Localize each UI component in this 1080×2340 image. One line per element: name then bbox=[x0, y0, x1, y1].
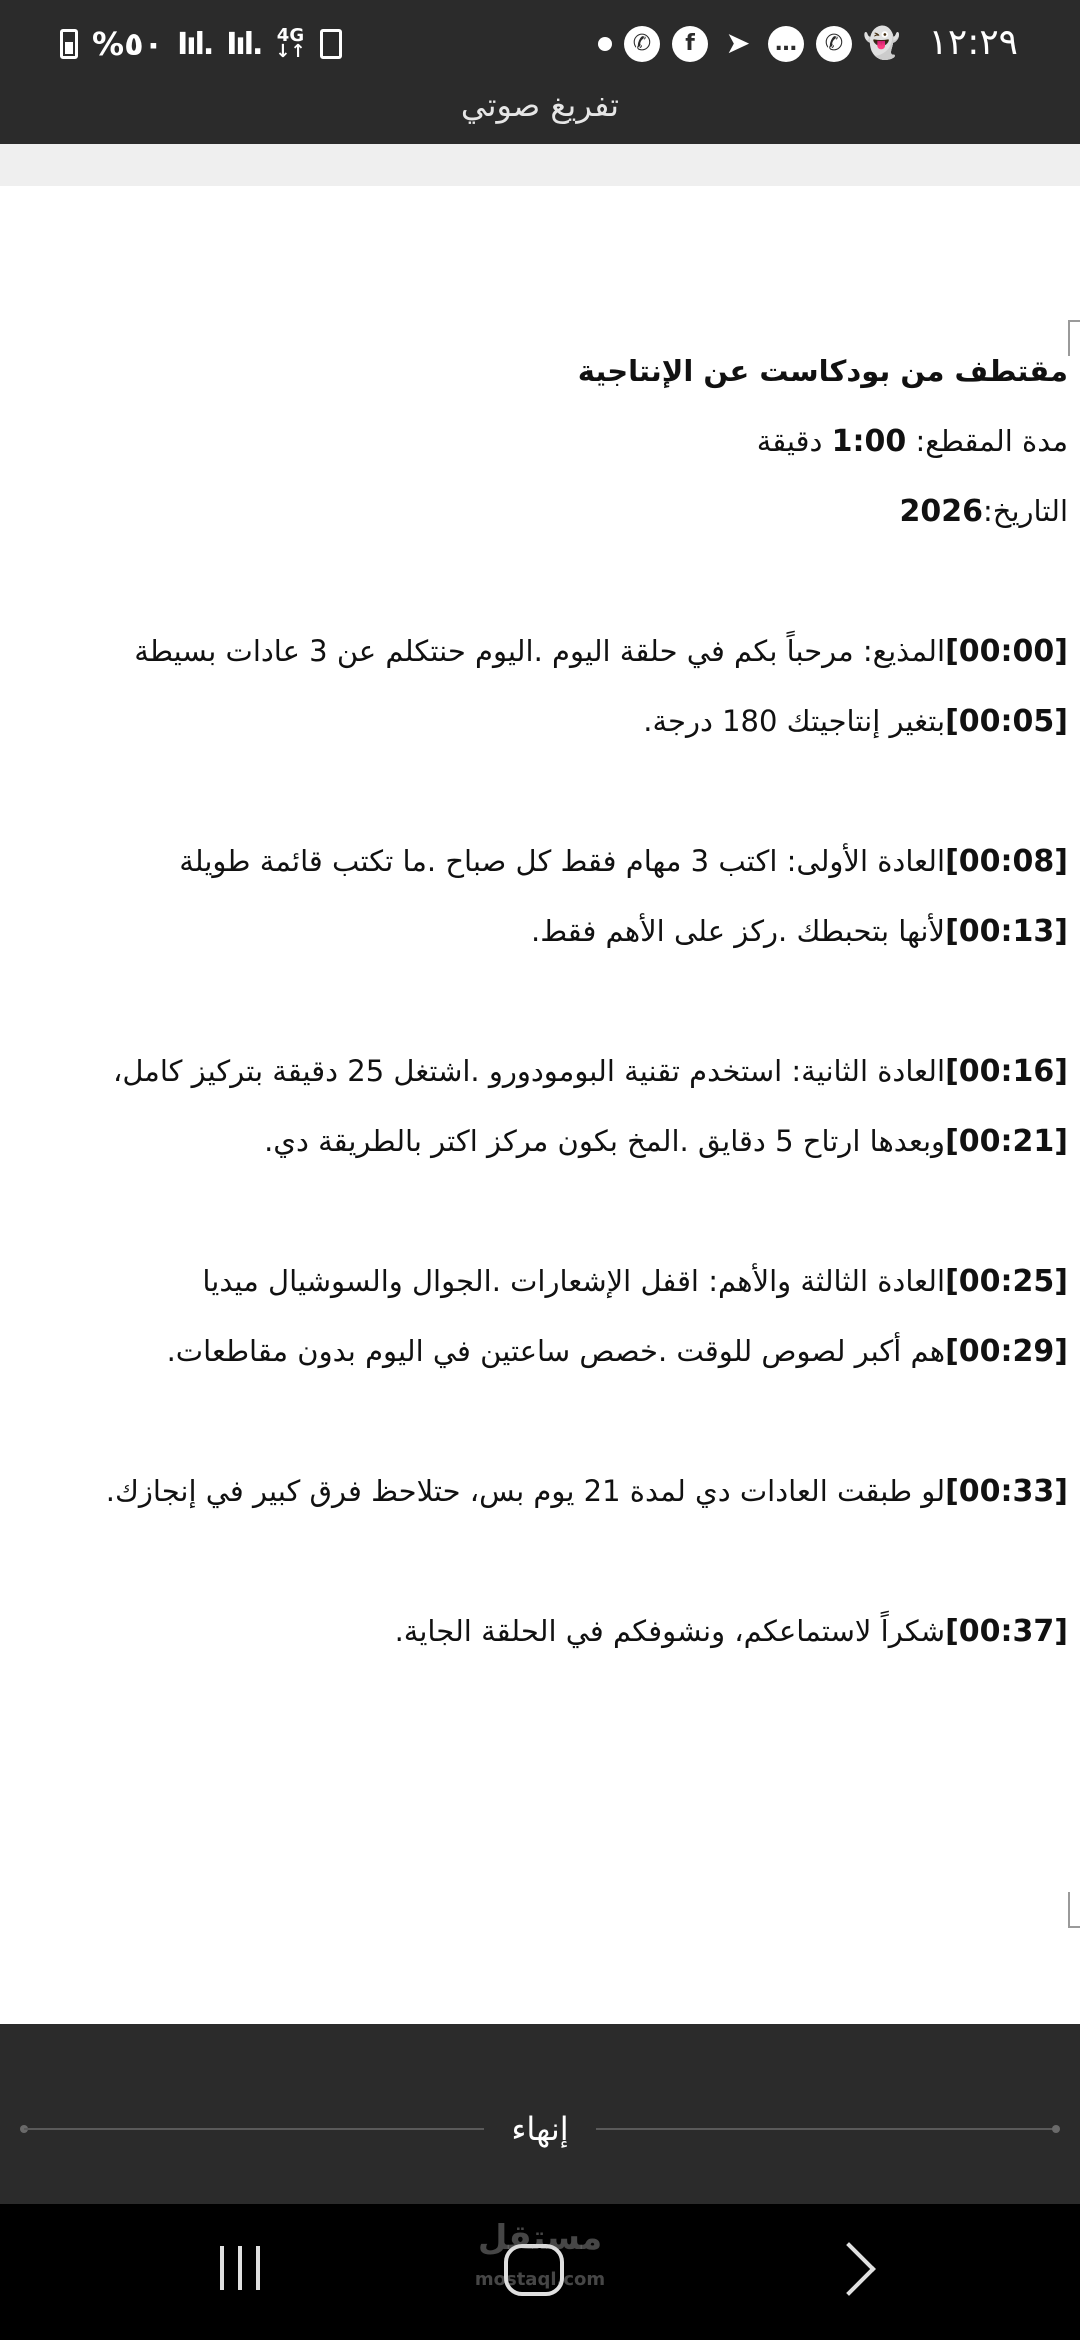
transcript-text: العادة الثانية: استخدم تقنية البومودورو .اشتغل 25 دقيقة بتركيز كامل، bbox=[112, 1054, 946, 1088]
signal-bars-icon-2: Iıl. bbox=[226, 26, 262, 62]
page-margin-mark-top bbox=[1068, 320, 1080, 356]
back-button[interactable] bbox=[790, 2232, 910, 2312]
finish-button[interactable]: إنهاء bbox=[490, 2104, 590, 2154]
battery-percent: %٥٠ bbox=[92, 25, 164, 63]
transcript-line bbox=[202, 1264, 1068, 1299]
recent-apps-button[interactable] bbox=[180, 2232, 300, 2312]
snapchat-icon: 👻 bbox=[863, 26, 901, 61]
transcript-text: شكراً لاستماعكم، ونشوفكم في الحلقة الجاية. bbox=[394, 1614, 946, 1648]
document-heading: مقتطف من بودكاست عن الإنتاجية bbox=[577, 354, 1068, 388]
transcript-text: العادة الثالثة والأهم: اقفل الإشعارات .الجوال والسوشيال ميديا bbox=[202, 1264, 946, 1298]
network-type: 4G ↓↑ bbox=[275, 25, 306, 62]
date-value: 2026 bbox=[899, 494, 983, 529]
watermark-site: mostaql.com bbox=[474, 2269, 606, 2290]
more-notifications-dot bbox=[598, 37, 612, 51]
whatsapp-icon: ✆ bbox=[816, 26, 852, 62]
watermark-logo bbox=[470, 2220, 610, 2298]
divider-right bbox=[596, 2128, 1056, 2130]
notification-icons bbox=[598, 20, 900, 68]
transcript-line bbox=[113, 1054, 1068, 1089]
duration-value: 1:00 bbox=[831, 424, 907, 459]
status-bar bbox=[0, 0, 1080, 88]
status-time: ١٢:٢٩ bbox=[928, 22, 1018, 63]
transcript-line bbox=[167, 1334, 1068, 1369]
transcript-line bbox=[134, 634, 1068, 669]
document-page[interactable] bbox=[0, 186, 1080, 2024]
rule-endpoint-right bbox=[1052, 2125, 1060, 2133]
transcript-line bbox=[643, 704, 1068, 739]
facebook-icon: f bbox=[672, 26, 708, 62]
transcript-text: المذيع: مرحباً بكم في حلقة اليوم .اليوم حنتكلم عن 3 عادات بسيطة bbox=[134, 634, 946, 668]
timestamp: [00:05] bbox=[945, 704, 1068, 739]
timestamp: [00:33] bbox=[945, 1474, 1068, 1509]
data-saver-icon bbox=[320, 29, 342, 59]
transcript-line bbox=[531, 914, 1068, 949]
duration-label: مدة المقطع: bbox=[915, 424, 1068, 458]
whatsapp-icon: ✆ bbox=[624, 26, 660, 62]
duration-line bbox=[757, 424, 1068, 459]
timestamp: [00:13] bbox=[945, 914, 1068, 949]
timestamp: [00:21] bbox=[945, 1124, 1068, 1159]
recent-apps-icon-bar-2 bbox=[256, 2246, 260, 2290]
signal-bars-icon: Iıl. bbox=[177, 26, 213, 62]
recent-apps-icon bbox=[220, 2246, 224, 2290]
date-label: التاريخ: bbox=[982, 494, 1068, 528]
telegram-icon: ➤ bbox=[725, 26, 751, 61]
transcript-line bbox=[264, 1124, 1068, 1159]
top-bar bbox=[0, 0, 1080, 144]
timestamp: [00:25] bbox=[945, 1264, 1068, 1299]
transcript-text: هم أكبر لصوص للوقت .خصص ساعتين في اليوم بدون مقاطعات. bbox=[166, 1334, 946, 1368]
messages-icon: … bbox=[768, 26, 804, 62]
app-title: تفريغ صوتي bbox=[460, 86, 620, 124]
navigation-bar bbox=[0, 2204, 1080, 2340]
back-chevron-icon bbox=[822, 2242, 876, 2296]
watermark-text: مستقل bbox=[477, 2218, 603, 2258]
status-left bbox=[60, 20, 342, 68]
transcript-line bbox=[395, 1614, 1068, 1649]
finish-bar bbox=[0, 2024, 1080, 2204]
timestamp: [00:37] bbox=[945, 1614, 1068, 1649]
transcript-text: لأنها بتحبطك .ركز على الأهم فقط. bbox=[531, 914, 946, 948]
transcript-text: لو طبقت العادات دي لمدة 21 يوم بس، حتلاحظ فرق كبير في إنجازك. bbox=[105, 1474, 946, 1508]
transcript-text: وبعدها ارتاح 5 دقايق .المخ بكون مركز اكتر بالطريقة دي. bbox=[264, 1124, 946, 1158]
recent-apps-icon-bar bbox=[238, 2246, 242, 2290]
transcript-text: بتغير إنتاجيتك 180 درجة. bbox=[643, 704, 946, 738]
transcript-line bbox=[179, 844, 1068, 879]
timestamp: [00:08] bbox=[945, 844, 1068, 879]
toolbar-strip bbox=[0, 144, 1080, 186]
date-line bbox=[899, 494, 1068, 529]
timestamp: [00:29] bbox=[945, 1334, 1068, 1369]
divider-left bbox=[24, 2128, 484, 2130]
duration-unit: دقيقة bbox=[756, 424, 823, 458]
timestamp: [00:00] bbox=[945, 634, 1068, 669]
transcript-line bbox=[106, 1474, 1068, 1509]
page-margin-mark-bottom bbox=[1068, 1892, 1080, 1928]
battery-icon bbox=[60, 29, 78, 59]
transcript-text: العادة الأولى: اكتب 3 مهام فقط كل صباح .ما تكتب قائمة طويلة bbox=[179, 844, 946, 878]
timestamp: [00:16] bbox=[945, 1054, 1068, 1089]
